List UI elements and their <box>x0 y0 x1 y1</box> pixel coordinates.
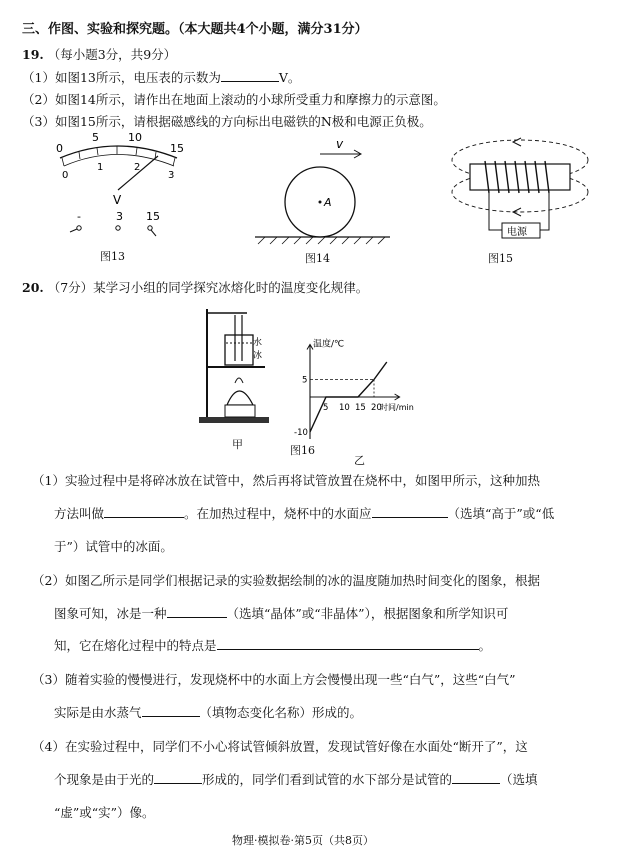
x-axis-label: 时间/min <box>380 403 414 412</box>
q20-p1-line2-end: （选填“高于”或“低 <box>447 506 555 521</box>
burner <box>227 391 253 405</box>
iron-core <box>470 164 570 190</box>
inner-tick-0: 0 <box>62 170 69 181</box>
power-source-label: 电源 <box>507 227 527 238</box>
terminal-3: 3 <box>116 210 123 223</box>
q20-p2-line2-text: 图象可知，冰是一种 <box>54 606 167 621</box>
q19-note: （每小题3分，共9分） <box>47 47 177 62</box>
x-tick-label-10: 10 <box>339 403 350 413</box>
ice-label: 冰 <box>253 351 263 361</box>
q20-p3-line2-text: 实际是由水蒸气 <box>54 705 142 720</box>
voltmeter-ticks <box>62 146 175 166</box>
voltmeter-unit: V <box>113 193 122 207</box>
q20-p2-line3 <box>54 636 491 654</box>
q20-p1-line1: （1）实验过程中是将碎冰放在试管中，然后再将试管放置在烧杯中，如图甲所示，这种加热 <box>32 473 540 488</box>
q19-part2: （2）如图14所示，请作出在地面上滚动的小球所受重力和摩擦力的示意图。 <box>22 92 446 107</box>
voltmeter-scale-arc <box>60 146 177 158</box>
fig16-apparatus <box>195 305 275 435</box>
q20-p1-line2 <box>54 504 554 522</box>
heating-method-blank[interactable] <box>104 506 184 518</box>
outer-tick-10: 10 <box>128 131 142 144</box>
q19-part1 <box>22 68 300 86</box>
fig16-caption: 图16 <box>290 444 315 457</box>
fig16-chart <box>280 340 420 450</box>
q20-intro: （7分）某学习小组的同学探究冰熔化时的温度变化规律。 <box>47 280 369 295</box>
velocity-label: v <box>336 137 344 151</box>
inner-tick-1: 1 <box>97 162 104 173</box>
q20-p3-line1: （3）随着实验的慢慢进行，发现烧杯中的水面上方会慢慢出现一些“白气”，这些“白气” <box>32 672 516 687</box>
terminal-15: 15 <box>146 210 160 223</box>
crystal-type-blank[interactable] <box>167 606 227 618</box>
light-phenomenon-blank[interactable] <box>154 772 202 784</box>
q20-number: 20. <box>22 280 44 295</box>
section-header: 三、作图、实验和探究题。（本大题共4个小题，满分31分） <box>22 22 368 37</box>
x-tick-label-5: 5 <box>323 403 329 413</box>
melting-feature-blank[interactable] <box>217 638 479 650</box>
water-level-blank[interactable] <box>372 506 448 518</box>
fig13-caption: 图13 <box>100 250 125 263</box>
image-type-blank[interactable] <box>452 772 500 784</box>
y-tick-label-neg10: -10 <box>294 428 308 438</box>
page-footer: 物理·模拟卷·第5页（共8页） <box>232 834 374 847</box>
fig15-electromagnet <box>445 130 595 250</box>
phase-change-blank[interactable] <box>142 705 200 717</box>
q19-part1-unit: V。 <box>278 70 301 85</box>
fig14-caption: 图14 <box>305 252 330 265</box>
ball-center-label: A <box>324 196 332 209</box>
q20-p2-line3-end: 。 <box>478 638 492 653</box>
q20-p4-line2-mid: 形成的，同学们看到试管的水下部分是试管的 <box>202 772 453 787</box>
inner-tick-2: 2 <box>134 162 141 173</box>
q20-p2-line2 <box>54 604 508 622</box>
q20-p4-line2-text: 个现象是由于光的 <box>54 772 155 787</box>
x-tick-label-20: 20 <box>371 403 382 413</box>
q20-p1-line2-mid: 。在加热过程中，烧杯中的水面应 <box>184 506 372 521</box>
q20-p4-line2-end: （选填 <box>500 772 538 787</box>
q20-p1-line3: 于”）试管中的冰面。 <box>54 539 173 554</box>
q19-answer-blank[interactable] <box>221 70 279 82</box>
q20-p3-line2 <box>54 703 362 721</box>
outer-tick-5: 5 <box>92 131 99 144</box>
x-tick-label-15: 15 <box>355 403 366 413</box>
water-label: 水 <box>253 338 263 348</box>
q19-heading-line <box>22 45 176 63</box>
q20-p4-line2 <box>54 770 538 788</box>
series-line-extension-0 <box>374 362 387 380</box>
fig15-caption: 图15 <box>488 252 513 265</box>
stand-base <box>199 417 269 423</box>
q20-heading-line <box>22 278 368 296</box>
q20-p2-line1: （2）如图乙所示是同学们根据记录的实验数据绘制的冰的温度随加热时间变化的图象，根据 <box>32 573 540 588</box>
q20-p2-line2-end: （选填“晶体”或“非晶体”），根据图象和所学知识可 <box>226 606 509 621</box>
outer-tick-0: 0 <box>56 142 63 155</box>
q20-p4-line1: （4）在实验过程中，同学们不小心将试管倾斜放置，发现试管好像在水面处“断开了”，这 <box>32 739 528 754</box>
fig16-jia-label: 甲 <box>232 438 243 451</box>
q19-number: 19. <box>22 47 44 62</box>
terminal-minus: - <box>77 210 81 223</box>
q20-p2-line3-text: 知，它在熔化过程中的特点是 <box>54 638 217 653</box>
q20-p4-line3: “虚”或“实”）像。 <box>54 805 155 820</box>
q20-p1-line2-text: 方法叫做 <box>54 506 105 521</box>
y-axis-label: 温度/℃ <box>313 339 345 350</box>
q19-part3: （3）如图15所示，请根据磁感线的方向标出电磁铁的N极和电源正负极。 <box>22 114 432 129</box>
q19-part1-text: （1）如图13所示，电压表的示数为 <box>22 70 221 85</box>
beaker <box>225 335 253 365</box>
outer-tick-15: 15 <box>170 142 184 155</box>
fig16-yi-label: 乙 <box>354 454 365 467</box>
fig14-ball <box>250 132 400 242</box>
fig13-voltmeter <box>42 128 212 238</box>
inner-tick-3: 3 <box>168 170 175 181</box>
q20-p3-line2-end: （填物态变化名称）形成的。 <box>199 705 363 720</box>
y-tick-label-5: 5 <box>302 375 308 386</box>
